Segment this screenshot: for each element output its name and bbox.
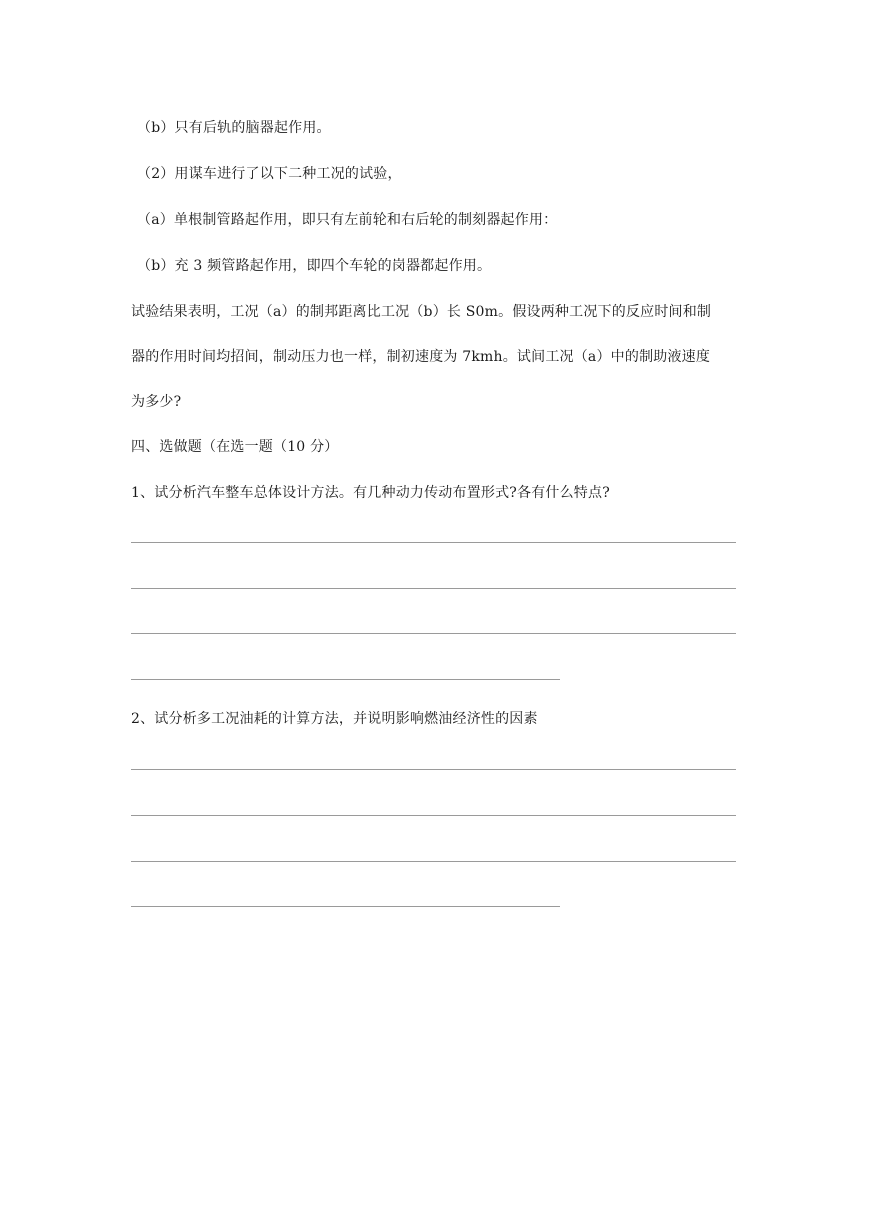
text-line-condition-a: （a）单根制管路起作用，即只有左前轮和右后轮的制刻器起作用： (137, 212, 558, 228)
answer-line (131, 815, 736, 816)
text-line-result-3: 为多少? (131, 394, 182, 410)
answer-line (131, 861, 736, 862)
answer-line (131, 769, 736, 770)
text-line-result-2: 器的作用时间均招间，制动压力也一样，制初速度为 7kmh。试间工况（a）中的制助液速度 (131, 349, 711, 365)
text-line-experiment-intro: （2）用谋车进行了以下二种工况的试验， (137, 166, 402, 182)
text-line-condition-b-rear: （b）只有后轨的脑器起作用。 (137, 120, 331, 136)
question-1: 1、试分析汽车整车总体设计方法。有几种动力传动布置形式?各有什么特点? (131, 485, 610, 501)
answer-line (131, 679, 560, 680)
text-line-result-1: 试验结果表明，工况（a）的制邦距离比工况（b）长 S0m。假设两种工况下的反应时间和制 (131, 304, 712, 320)
answer-line (131, 588, 736, 589)
answer-line (131, 906, 560, 907)
answer-line (131, 633, 736, 634)
text-line-condition-b: （b）充 3 频管路起作用，即四个车轮的岗器都起作用。 (137, 258, 492, 274)
section-heading-optional: 四、选做题（在选一题（10 分） (131, 439, 339, 455)
answer-line (131, 542, 736, 543)
question-2: 2、试分析多工况油耗的计算方法，并说明影响燃油经济性的因素 (131, 711, 538, 727)
